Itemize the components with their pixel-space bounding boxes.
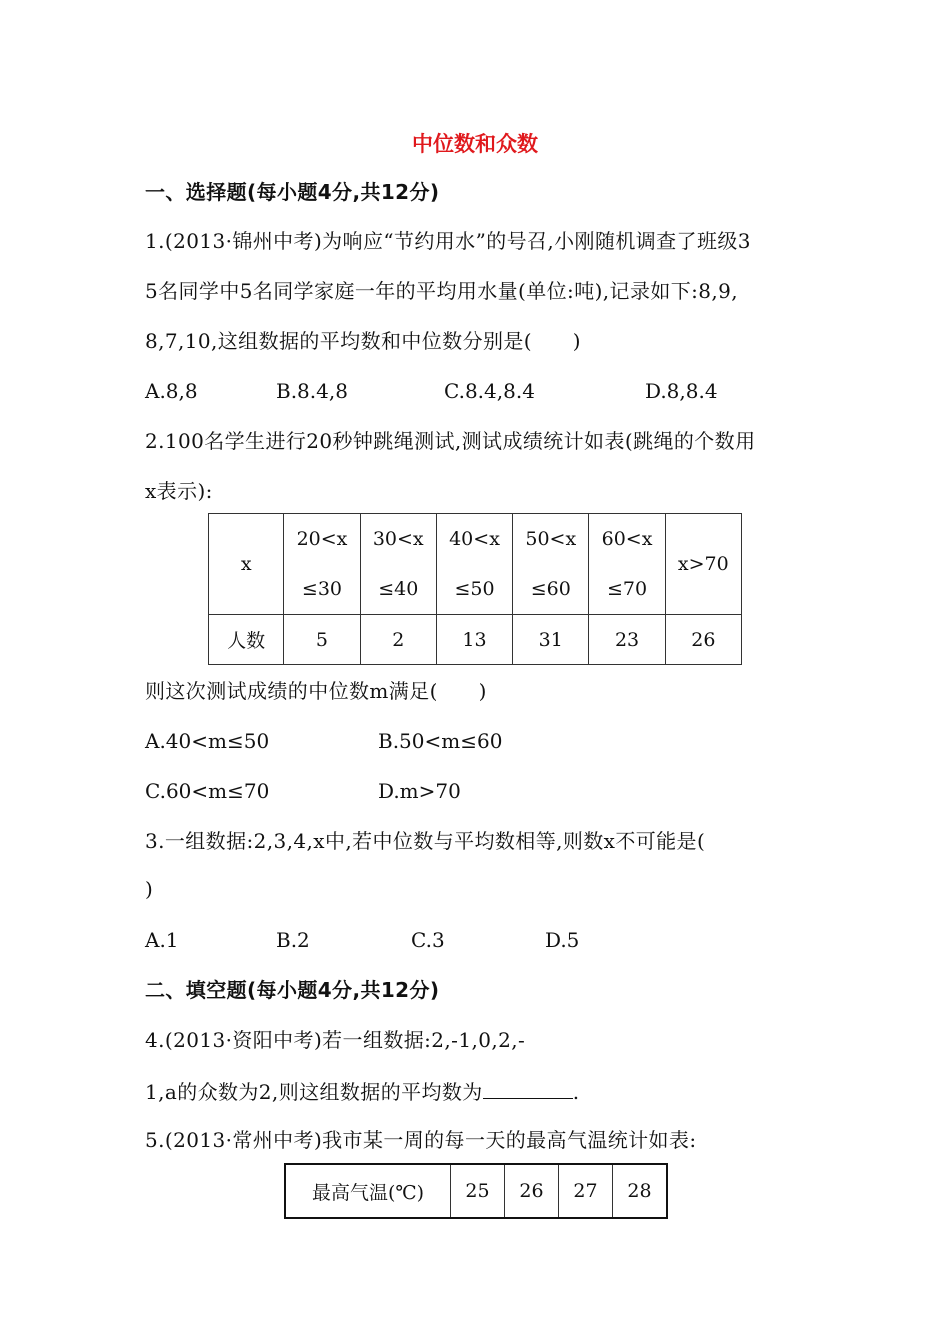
temperature-table bbox=[284, 1163, 668, 1219]
question-2-option-a: A.40<m≤50 bbox=[145, 729, 270, 753]
range-top: 40<x bbox=[449, 528, 500, 550]
table-cell: 2 bbox=[360, 615, 436, 665]
question-1-option-a: A.8,8 bbox=[145, 379, 198, 403]
answer-blank[interactable] bbox=[483, 1078, 573, 1099]
range-bottom: ≤70 bbox=[606, 578, 648, 600]
table-cell: 26 bbox=[665, 615, 741, 665]
section-heading-fill: 二、填空题(每小题4分,共12分) bbox=[145, 978, 440, 1002]
table-row-label: 最高气温(℃) bbox=[285, 1164, 451, 1218]
table-header-range-last: x>70 bbox=[665, 514, 741, 615]
table-cell: 28 bbox=[613, 1164, 668, 1218]
table-header-range bbox=[513, 514, 589, 615]
question-1-line-3: 8,7,10,这组数据的平均数和中位数分别是( ) bbox=[145, 329, 581, 353]
question-4-period: . bbox=[572, 1080, 580, 1104]
question-3-option-c: C.3 bbox=[411, 928, 445, 952]
range-top: 30<x bbox=[372, 528, 424, 550]
table-header-range bbox=[360, 514, 436, 615]
table-cell: 27 bbox=[559, 1164, 613, 1218]
question-4-line-1: 4.(2013·资阳中考)若一组数据:2,-1,0,2,- bbox=[145, 1028, 526, 1052]
table-row bbox=[285, 1164, 667, 1218]
range-bottom: ≤50 bbox=[454, 578, 495, 600]
question-5-line-1: 5.(2013·常州中考)我市某一周的每一天的最高气温统计如表: bbox=[145, 1128, 697, 1152]
table-header-range bbox=[436, 514, 512, 615]
question-2-line-1: 2.100名学生进行20秒钟跳绳测试,测试成绩统计如表(跳绳的个数用 bbox=[145, 429, 756, 453]
range-top: 20<x bbox=[296, 528, 348, 550]
question-2-line-2: x表示): bbox=[145, 479, 213, 503]
question-2-option-d: D.m>70 bbox=[378, 779, 461, 803]
range-bottom: ≤30 bbox=[301, 578, 343, 600]
jump-rope-table bbox=[208, 513, 742, 665]
question-3-line-2: ) bbox=[145, 877, 154, 901]
question-2-option-c: C.60<m≤70 bbox=[145, 779, 270, 803]
range-bottom: ≤40 bbox=[378, 578, 419, 600]
range-top: 50<x bbox=[525, 528, 577, 550]
table-cell: 5 bbox=[284, 615, 360, 665]
section-heading-choice: 一、选择题(每小题4分,共12分) bbox=[145, 180, 440, 204]
question-1-option-b: B.8.4,8 bbox=[276, 379, 348, 403]
table-cell: 31 bbox=[513, 615, 589, 665]
question-3-line-1: 3.一组数据:2,3,4,x中,若中位数与平均数相等,则数x不可能是( bbox=[145, 829, 706, 853]
table-header-x: x bbox=[209, 514, 284, 615]
range-top: 60<x bbox=[601, 528, 653, 550]
question-3-option-b: B.2 bbox=[276, 928, 310, 952]
question-3-option-a: A.1 bbox=[145, 928, 179, 952]
range-bottom: ≤60 bbox=[530, 578, 571, 600]
question-3-option-d: D.5 bbox=[545, 928, 580, 952]
question-4-line-2 bbox=[145, 1078, 579, 1104]
question-1-option-d: D.8,8.4 bbox=[645, 379, 718, 403]
table-header-range bbox=[284, 514, 360, 615]
question-1-line-2: 5名同学中5名同学家庭一年的平均用水量(单位:吨),记录如下:8,9, bbox=[145, 279, 739, 303]
page-title: 中位数和众数 bbox=[412, 132, 538, 156]
question-1-option-c: C.8.4,8.4 bbox=[444, 379, 535, 403]
question-2-prompt: 则这次测试成绩的中位数m满足( ) bbox=[145, 679, 487, 703]
table-cell: 13 bbox=[436, 615, 512, 665]
question-1-line-1: 1.(2013·锦州中考)为响应“节约用水”的号召,小刚随机调查了班级3 bbox=[145, 229, 751, 253]
table-header-row bbox=[209, 514, 742, 615]
table-cell: 23 bbox=[589, 615, 665, 665]
table-row-label: 人数 bbox=[209, 615, 284, 665]
table-row bbox=[209, 615, 742, 665]
table-header-range bbox=[589, 514, 665, 615]
question-2-option-b: B.50<m≤60 bbox=[378, 729, 503, 753]
table-cell: 26 bbox=[505, 1164, 559, 1218]
table-cell: 25 bbox=[451, 1164, 505, 1218]
question-4-text: 1,a的众数为2,则这组数据的平均数为 bbox=[145, 1080, 483, 1104]
